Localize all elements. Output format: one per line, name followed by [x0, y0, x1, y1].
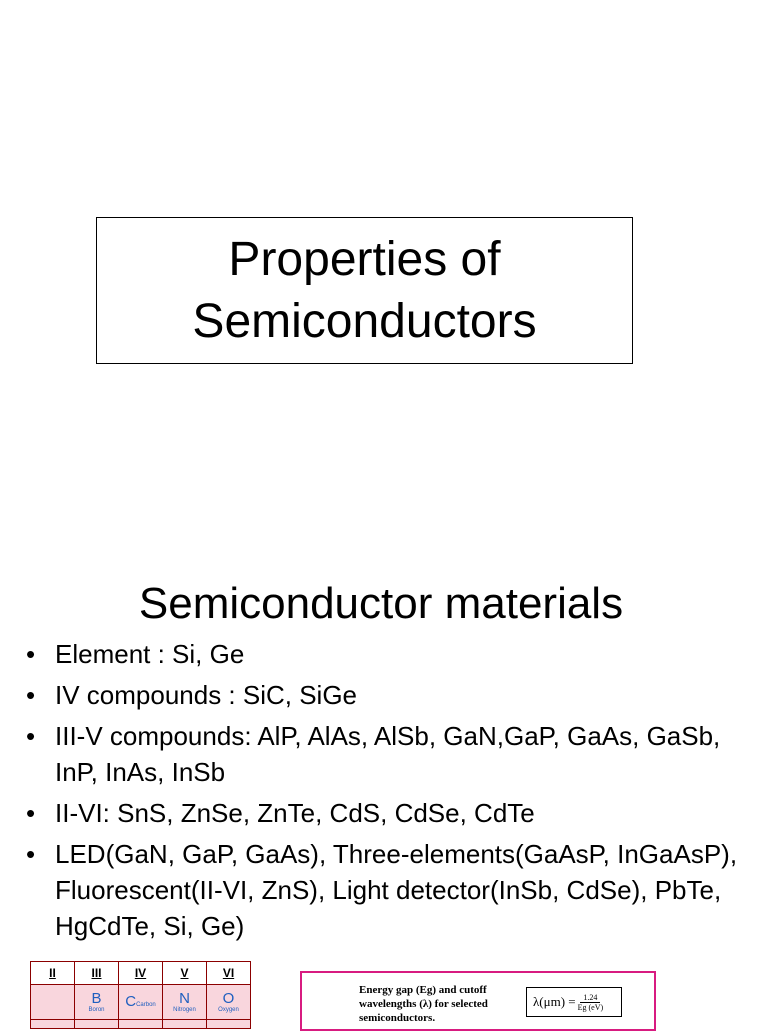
figure-caption [359, 983, 519, 1025]
bullet-icon: • [26, 639, 36, 669]
group-header: VI [207, 962, 251, 985]
table-header-row [31, 962, 251, 985]
group-header: II [31, 962, 75, 985]
periodic-table-excerpt [30, 961, 251, 1029]
bullet-text: IV compounds : SiC, SiGe [55, 680, 358, 710]
bullet-icon: • [26, 839, 36, 869]
element-cell-empty [31, 1020, 75, 1029]
bullet-text: II-VI: SnS, ZnSe, ZnTe, CdS, CdSe, CdTe [55, 798, 535, 828]
group-header: IV [119, 962, 163, 985]
list-item [24, 718, 744, 790]
bullet-icon: • [26, 680, 36, 710]
table-row [31, 985, 251, 1020]
element-name: Boron [88, 1006, 105, 1013]
group-header: III [75, 962, 119, 985]
element-cell-empty [119, 1020, 163, 1029]
bullet-text: Element : Si, Ge [55, 639, 245, 669]
cutoff-formula [526, 987, 622, 1017]
element-name: Oxygen [218, 1006, 239, 1013]
formula-lhs: λ(μm) = [533, 994, 576, 1009]
caption-line: Energy gap (Eg) and cutoff [359, 984, 487, 996]
element-cell-empty [31, 985, 75, 1020]
energy-gap-figure [300, 971, 656, 1031]
element-symbol: C [125, 993, 137, 1010]
element-symbol: O [222, 989, 235, 1007]
element-cell [75, 985, 119, 1020]
formula-numerator: 1.24 [580, 993, 600, 1003]
title-line-2: Semiconductors [192, 294, 537, 348]
group-header: V [163, 962, 207, 985]
bullet-list [24, 636, 744, 949]
list-item [24, 677, 744, 713]
element-cell-empty [207, 1020, 251, 1029]
bullet-text: III-V compounds: AlP, AlAs, AlSb, GaN,GaP, GaAs, GaSb, InP, InAs, InSb [55, 721, 721, 787]
element-cell [119, 985, 163, 1020]
list-item [24, 636, 744, 672]
title-box [96, 217, 633, 364]
element-cell-empty [163, 1020, 207, 1029]
element-cell [163, 985, 207, 1020]
element-symbol: N [179, 989, 190, 1007]
element-name: Carbon [136, 1002, 156, 1008]
element-symbol: B [91, 989, 102, 1007]
caption-line: semiconductors. [359, 1012, 436, 1024]
table-row [31, 1020, 251, 1029]
list-item [24, 836, 744, 944]
bullet-icon: • [26, 721, 36, 751]
bullet-icon: • [26, 798, 36, 828]
formula-fraction [578, 993, 604, 1012]
title-line-1: Properties of [228, 232, 501, 286]
element-cell-empty [75, 1020, 119, 1029]
element-name: Nitrogen [173, 1006, 196, 1013]
section-heading: Semiconductor materials [138, 579, 624, 628]
caption-line: wavelengths (λ) for selected [359, 998, 488, 1010]
list-item [24, 795, 744, 831]
element-cell [207, 985, 251, 1020]
bullet-text: LED(GaN, GaP, GaAs), Three-elements(GaAsP, InGaAsP), Fluorescent(II-VI, ZnS), Light detector(InSb, CdSe), PbTe, HgCdTe, Si, Ge) [55, 839, 738, 941]
formula-denominator: Eg (eV) [577, 1002, 604, 1012]
